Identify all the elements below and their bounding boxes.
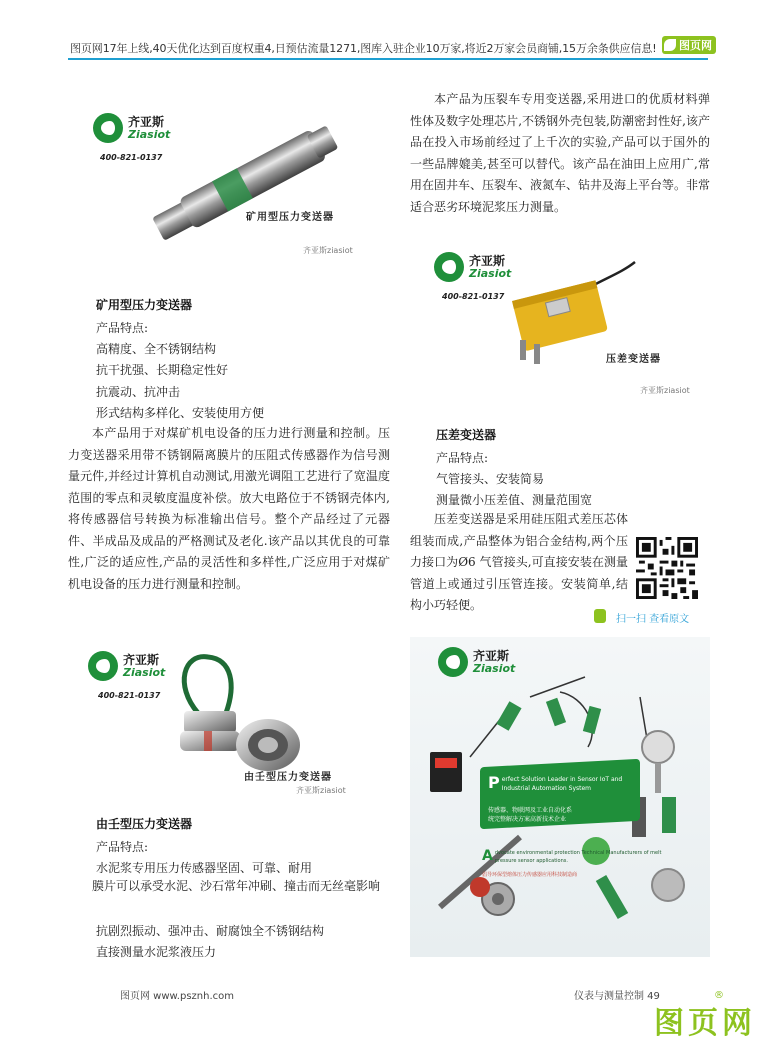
brand-name-cn: 齐亚斯 — [123, 652, 160, 667]
flush-feature-item: 抗剧烈振动、强冲击、耐腐蚀全不锈钢结构 — [96, 924, 325, 938]
registered-mark: ® — [714, 990, 724, 1001]
ad-advocate-cn: 倡导环保型熔体压力传感器应用科技制造商 — [482, 872, 578, 878]
differential-feature-item: 测量微小压差值、测量范围宽 — [436, 493, 593, 507]
brand-phone: 400-821-0137 — [442, 292, 505, 301]
brand-phone: 400-821-0137 — [98, 691, 161, 700]
differential-illustration — [410, 240, 710, 405]
mining-features-title: 产品特点: — [96, 321, 149, 335]
mining-description: 本产品用于对煤矿机电设备的压力进行测量和控制。压力变送器采用带不锈钢隔离膜片的压阻式传感器作为信号测量元件,并经过计算机自动测试,用激光调阻工艺进行了宽温度范围的零点和灵敏度温度补偿。放大电路位于不锈钢壳体内,将传感器信号转换为标准输出信号。整个产品经过了元器件、半成品及成品的严格测试及老化.该产品以其优良的可靠性,广泛的适应性,产品的灵活性和多样性,广泛应用于对煤矿机电设备的压力进行测量和控制。 — [68, 426, 390, 591]
differential-transmitter-photo — [410, 240, 710, 405]
flush-photo-caption: 由壬型压力变送器 — [244, 772, 332, 783]
differential-features-title: 产品特点: — [436, 451, 489, 465]
brand-name-cn: 齐亚斯 — [473, 648, 510, 663]
mining-feature-item: 抗震动、抗冲击 — [96, 385, 181, 399]
scan-to-view-link[interactable]: 扫一扫 查看原文 — [616, 614, 690, 625]
transmitter-illustration — [68, 95, 390, 260]
brand-name-en: Ziasiot — [128, 127, 171, 141]
flush-illustration — [86, 645, 376, 800]
banner-text: 图页网17年上线,40天优化达到百度权重4,日预估流量1271,图库入驻企业10万家,将近2万家会员商铺,15万余条供应信息! — [70, 42, 657, 55]
differential-description: 压差变送器是采用硅压阻式差压芯体组装而成,产品整体为铝合金结构,两个压力接口为Ø6 气管接头,可直接安装在测量管道上或通过引压管连接。安装简单,结构小巧轻便。 — [410, 512, 628, 612]
company-advertisement — [410, 637, 710, 957]
brand-name-en: Ziasiot — [123, 665, 166, 679]
ad-advocate-en: Advocate environmental protection Technical Manufacturers of melt pressure sensor applications. — [482, 848, 662, 864]
footer-site: 图页网 www.psznh.com — [120, 991, 234, 1002]
mining-feature-item: 高精度、全不锈钢结构 — [96, 342, 217, 356]
brand-name-cn: 齐亚斯 — [469, 253, 506, 268]
brand-phone: 400-821-0137 — [100, 153, 163, 162]
ad-slogan-en: Perfect Solution Leader in Sensor IoT and Industrial Automation System — [488, 773, 623, 792]
leaf-icon — [664, 39, 676, 51]
differential-feature-item: 气管接头、安装简易 — [436, 472, 545, 486]
mining-heading: 矿用型压力变送器 — [96, 298, 193, 312]
brand-name-cn: 齐亚斯 — [128, 114, 165, 129]
mining-feature-item: 形式结构多样化、安装使用方便 — [96, 406, 265, 420]
flush-heading: 由壬型压力变送器 — [96, 817, 193, 831]
photo-watermark: 齐亚斯ziasiot — [640, 386, 690, 395]
flush-feature-item: 水泥浆专用压力传感器坚固、可靠、耐用 — [96, 861, 313, 875]
mining-photo-caption: 矿用型压力变送器 — [246, 212, 334, 223]
site-logo[interactable] — [662, 36, 716, 54]
flush-transmitter-photo — [86, 645, 376, 800]
brand-name-en: Ziasiot — [469, 266, 512, 280]
flush-feature-item: 膜片可以承受水泥、沙石常年冲刷、撞击而无丝毫影响 — [92, 879, 381, 893]
differential-photo-caption: 压差变送器 — [606, 354, 661, 365]
flush-features-title: 产品特点: — [96, 840, 149, 854]
photo-watermark: 齐亚斯ziasiot — [296, 786, 346, 795]
site-logo-text: 图页网 — [679, 39, 712, 52]
mining-transmitter-photo — [68, 95, 390, 260]
top-banner — [0, 0, 777, 64]
banner-divider — [68, 58, 708, 60]
mining-feature-item: 抗干扰强、长期稳定性好 — [96, 363, 229, 377]
fracturing-description: 本产品为压裂车专用变送器,采用进口的优质材料弹性体及数字处理芯片,不锈钢外壳包装,防潮密封性好,该产品在投入市场前经过了上千次的实验,产品可以于国外的一些品牌媲美,甚至可以替代。该产品在油田上应用广,常用在固井车、压裂车、液氮车、钻井及海上平台等。非常适合恶劣环境泥浆压力测量。 — [410, 92, 711, 214]
footer-page-number: 仪表与测量控制 49 — [574, 991, 660, 1002]
flush-feature-item: 直接测量水泥浆液压力 — [96, 945, 217, 959]
differential-heading: 压差变送器 — [436, 428, 497, 442]
brand-name-en: Ziasiot — [473, 661, 516, 675]
ad-slogan-cn: 传感器、物联网及工业自动化系 统完整解决方案高新技术企业 — [488, 807, 573, 823]
qr-code[interactable] — [636, 537, 698, 599]
footer-watermark: 图页网 — [654, 1006, 756, 1041]
scan-icon — [594, 609, 606, 623]
photo-watermark: 齐亚斯ziasiot — [303, 246, 353, 255]
